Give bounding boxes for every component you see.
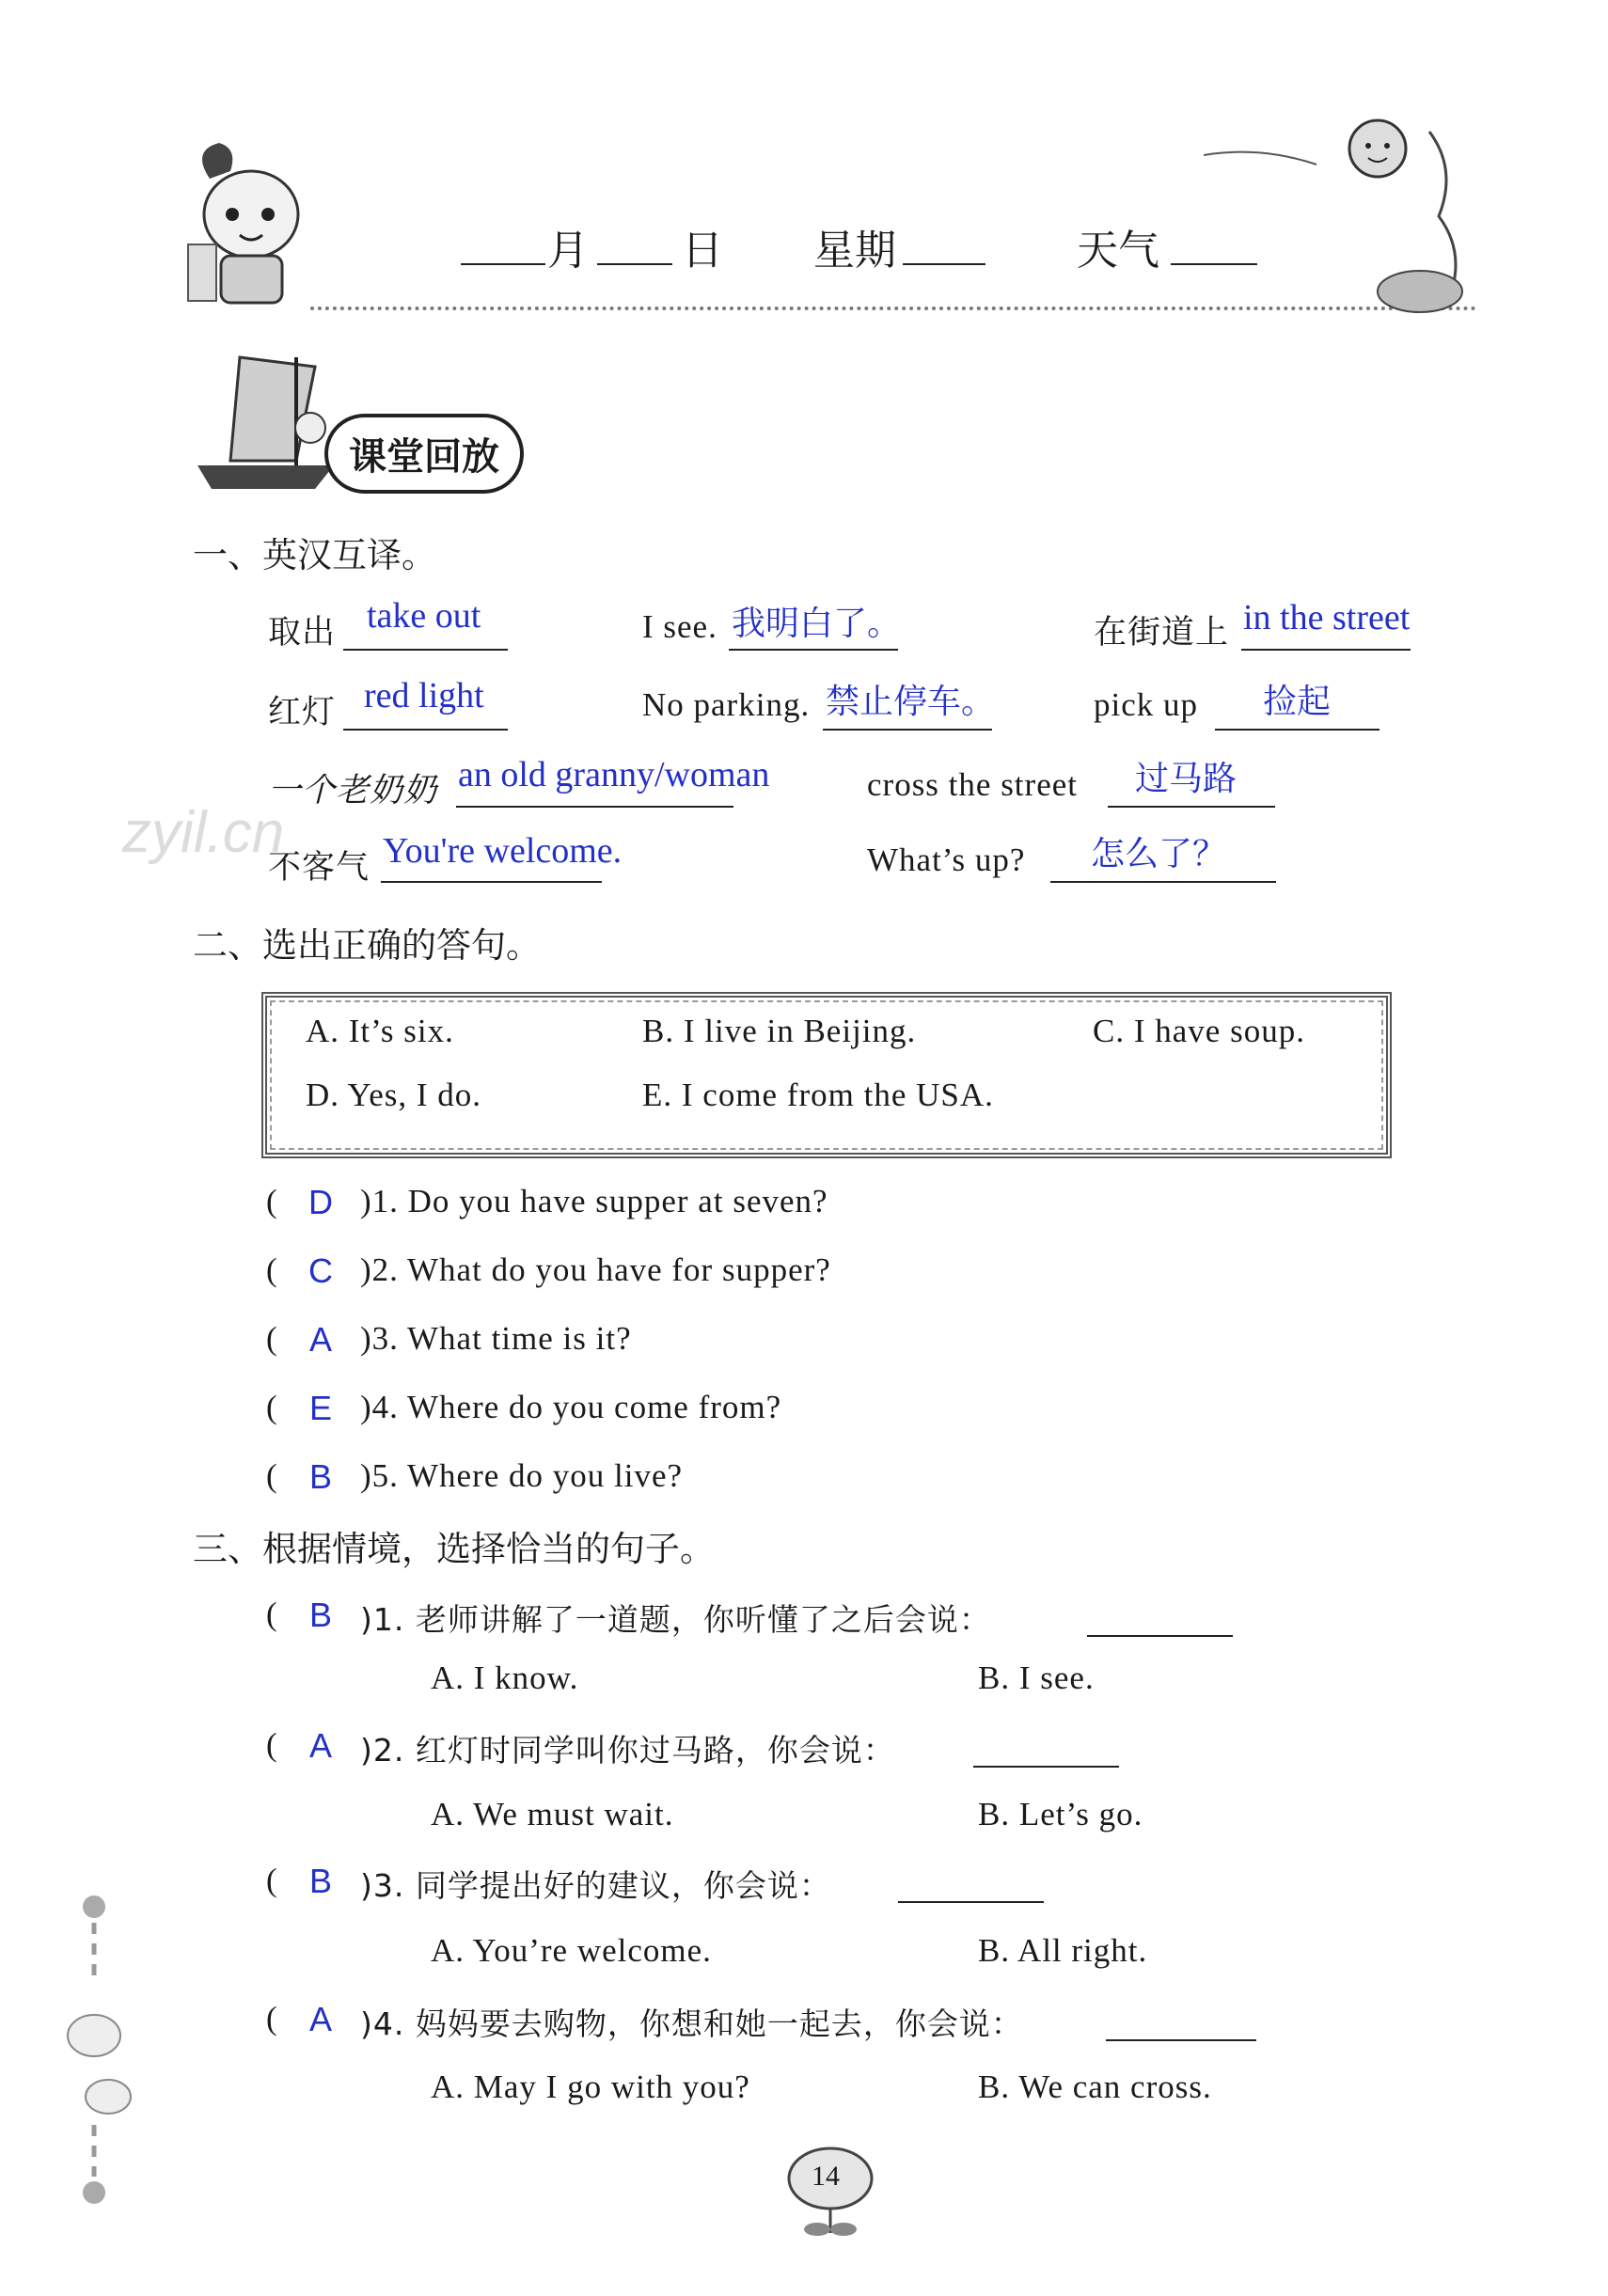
question-row: ( B )5. Where do you live?	[266, 1457, 684, 1496]
question-row: ( D )1. Do you have supper at seven?	[266, 1183, 828, 1221]
translate-prompt: No parking.	[642, 686, 811, 723]
answer-letter: A	[308, 1726, 332, 1765]
answer-letter: B	[308, 1457, 332, 1496]
page-number: 14	[812, 2161, 840, 2192]
choice-b: B. I see.	[978, 1659, 1095, 1696]
translate-answer: 过马路	[1135, 760, 1238, 798]
translate-prompt: 不客气	[268, 849, 370, 887]
translate-answer: 捡起	[1263, 683, 1332, 721]
question-text: )1. Do you have supper at seven?	[360, 1183, 828, 1219]
translate-prompt: 红灯	[268, 694, 337, 731]
choice-a: A. We must wait.	[431, 1796, 674, 1832]
option-e: E. I come from the USA.	[642, 1077, 994, 1113]
month-label: 月	[547, 227, 589, 275]
translate-answer: take out	[367, 596, 481, 636]
choice-a: A. I know.	[431, 1659, 579, 1696]
translate-answer: an old granny/woman	[458, 755, 770, 794]
boat-illustration	[193, 348, 343, 498]
watermark: zyil.cn	[122, 800, 285, 865]
choice-b: B. Let’s go.	[978, 1796, 1143, 1832]
margin-decoration	[52, 1890, 146, 2210]
question-text: )3. 同学提出好的建议，你会说：	[360, 1867, 831, 1904]
translate-prompt: 一个老奶奶	[268, 772, 438, 810]
translate-prompt: cross the street	[867, 766, 1078, 803]
translate-answer: 怎么了？	[1091, 835, 1227, 873]
translate-answer: You're welcome.	[383, 831, 623, 871]
sun-illustration	[1204, 113, 1476, 320]
translate-prompt: What’s up?	[867, 841, 1026, 878]
choice-a: A. You’re welcome.	[431, 1932, 712, 1969]
option-d: D. Yes, I do.	[306, 1077, 482, 1113]
translate-answer: 我明白了。	[732, 605, 902, 643]
girl-illustration	[183, 141, 320, 315]
translate-answer: red light	[364, 676, 484, 716]
answer-letter: B	[308, 1862, 332, 1900]
translate-prompt: 在街道上	[1094, 614, 1230, 652]
translate-prompt: 取出	[268, 614, 337, 652]
question-text: )1. 老师讲解了一道题，你听懂了之后会说：	[360, 1601, 991, 1638]
answer-letter: A	[308, 1320, 332, 1359]
question-text: )2. 红灯时同学叫你过马路，你会说：	[360, 1732, 895, 1769]
answer-letter: E	[308, 1389, 332, 1427]
question-row: ( B )1. 老师讲解了一道题，你听懂了之后会说：	[266, 1596, 1301, 1643]
question-text: )5. Where do you live?	[360, 1457, 684, 1494]
weather-label: 天气	[1077, 227, 1159, 275]
translate-answer: 禁止停车。	[826, 683, 996, 721]
translate-prompt: I see.	[642, 608, 717, 645]
day-label: 日	[682, 227, 723, 275]
section3-heading: 三、根据情境，选择恰当的句子。	[193, 1529, 715, 1569]
question-row: ( A )2. 红灯时同学叫你过马路，你会说：	[266, 1726, 1301, 1773]
answer-letter: B	[308, 1596, 332, 1634]
section1-heading: 一、英汉互译。	[193, 535, 436, 575]
option-a: A. It’s six.	[306, 1013, 454, 1049]
answer-letter: D	[308, 1183, 333, 1221]
question-row: ( C )2. What do you have for supper?	[266, 1251, 831, 1290]
choice-a: A. May I go with you?	[431, 2068, 750, 2105]
question-text: )4. 妈妈要去购物，你想和她一起去，你会说：	[360, 2005, 1023, 2042]
weekday-label: 星期	[813, 227, 896, 275]
question-text: )3. What time is it?	[360, 1320, 632, 1357]
section2-heading: 二、选出正确的答句。	[193, 925, 541, 966]
choice-b: B. All right.	[978, 1932, 1148, 1969]
answer-letter: C	[308, 1251, 333, 1290]
question-row: ( B )3. 同学提出好的建议，你会说：	[266, 1862, 1301, 1909]
question-row: ( E )4. Where do you come from?	[266, 1389, 782, 1427]
question-text: )4. Where do you come from?	[360, 1389, 782, 1425]
banner-title: 课堂回放	[324, 414, 524, 494]
question-row: ( A )3. What time is it?	[266, 1320, 632, 1359]
choice-b: B. We can cross.	[978, 2068, 1212, 2105]
date-header	[451, 216, 1260, 273]
question-row: ( A )4. 妈妈要去购物，你想和她一起去，你会说：	[266, 2000, 1301, 2047]
translate-answer: in the street	[1243, 598, 1411, 637]
answer-letter: A	[308, 2000, 332, 2038]
question-text: )2. What do you have for supper?	[360, 1251, 831, 1288]
option-c: C. I have soup.	[1093, 1013, 1305, 1049]
option-b: B. I live in Beijing.	[642, 1013, 917, 1049]
translate-prompt: pick up	[1094, 686, 1199, 723]
